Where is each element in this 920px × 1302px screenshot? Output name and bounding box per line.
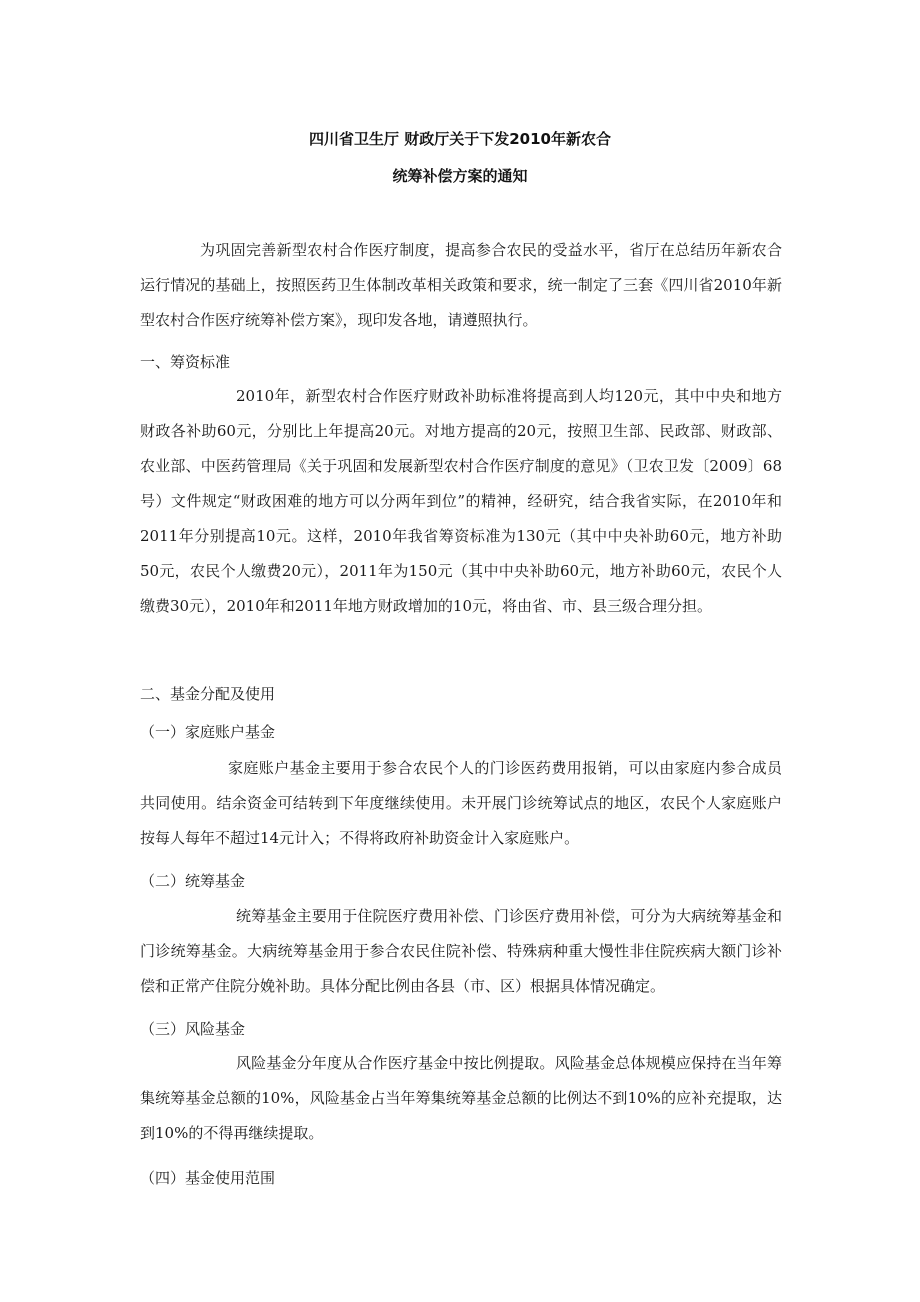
subsection-3-paragraph: 风险基金分年度从合作医疗基金中按比例提取。风险基金总体规模应保持在当年筹集统筹基金总额的10%，风险基金占当年筹集统筹基金总额的比例达不到10%的应补充提取，达到10%的不得再继续提取。: [140, 1054, 782, 1142]
document-title-line-1: 四川省卫生厅 财政厅关于下发2010年新农合: [309, 130, 611, 148]
subsection-1-paragraph: 家庭账户基金主要用于参合农民个人的门诊医药费用报销，可以由家庭内参合成员共同使用。结余资金可结转到下年度继续使用。未开展门诊统筹试点的地区，农民个人家庭账户按每人每年不超过14元计入；不得将政府补助资金计入家庭账户。: [140, 759, 782, 847]
subsection-2-heading: （二）统筹基金: [140, 872, 246, 890]
section-1-heading: 一、筹资标准: [140, 353, 231, 371]
document-title-line-2: 统筹补偿方案的通知: [392, 167, 528, 185]
subsection-2-paragraph: 统筹基金主要用于住院医疗费用补偿、门诊医疗费用补偿，可分为大病统筹基金和门诊统筹基金。大病统筹基金用于参合农民住院补偿、特殊病种重大慢性非住院疾病大额门诊补偿和正常产住院分娩补助。具体分配比例由各县（市、区）根据具体情况确定。: [140, 907, 782, 995]
subsection-4-heading: （四）基金使用范围: [140, 1169, 276, 1187]
intro-paragraph: 为巩固完善新型农村合作医疗制度，提高参合农民的受益水平，省厅在总结历年新农合运行情况的基础上，按照医药卫生体制改革相关政策和要求，统一制定了三套《四川省2010年新型农村合作医疗统筹补偿方案》，现印发各地，请遵照执行。: [140, 241, 782, 329]
section-1-paragraph: 2010年，新型农村合作医疗财政补助标准将提高到人均120元，其中中央和地方财政各补助60元，分别比上年提高20元。对地方提高的20元，按照卫生部、民政部、财政部、农业部、中医药管理局《关于巩固和发展新型农村合作医疗制度的意见》（卫农卫发〔2009〕68号）文件规定“财政困难的地方可以分两年到位”的精神，经研究，结合我省实际，在2010年和2011年分别提高10元。这样，2010年我省筹资标准为130元（其中中央补助60元，地方补助50元，农民个人缴费20元），2011年为150元（其中中央补助60元，地方补助60元，农民个人缴费30元），2010年和2011年地方财政增加的10元，将由省、市、县三级合理分担。: [140, 387, 782, 615]
subsection-3-heading: （三）风险基金: [140, 1020, 246, 1038]
section-2-heading: 二、基金分配及使用: [140, 685, 276, 703]
subsection-1-heading: （一）家庭账户基金: [140, 723, 276, 741]
